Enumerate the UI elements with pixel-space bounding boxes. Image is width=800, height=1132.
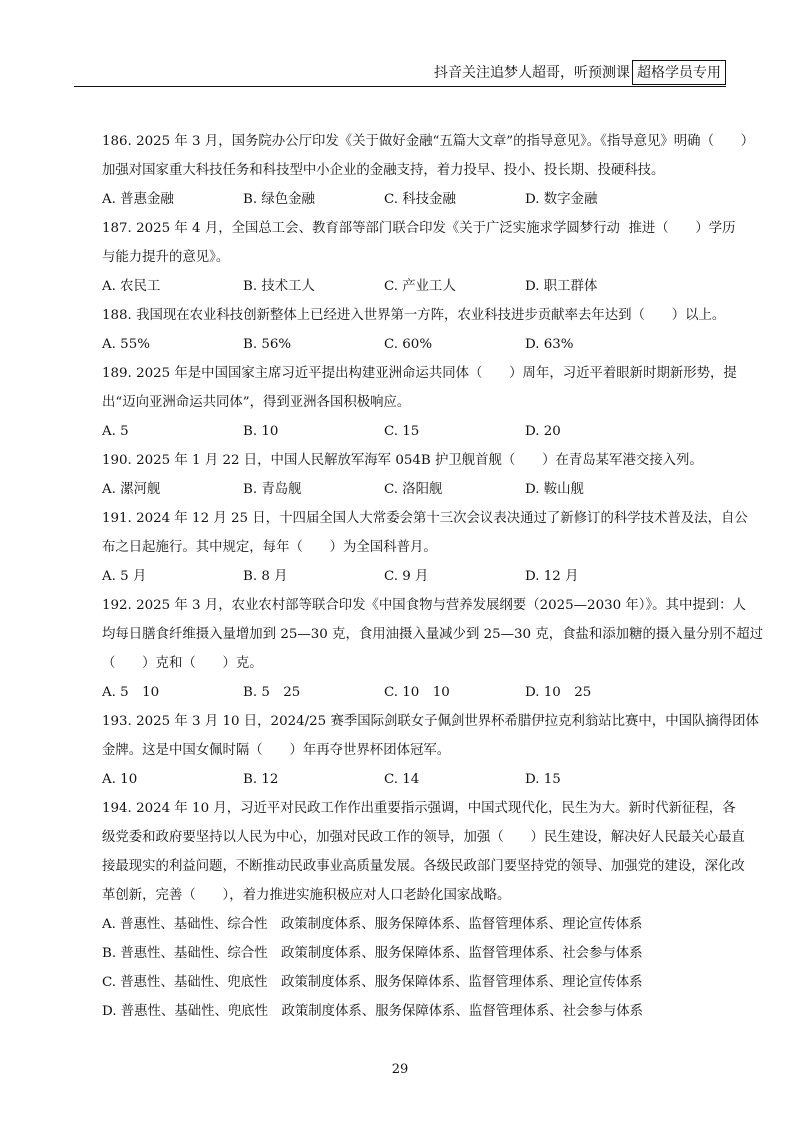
answer-option: B. 技术工人: [243, 279, 315, 294]
answer-options: [102, 678, 728, 707]
header-text: 抖音关注追梦人超哥，听预测课: [434, 65, 630, 81]
answer-option: D. 63%: [525, 337, 574, 352]
answer-option: A. 10: [102, 772, 138, 787]
header-divider: [74, 86, 726, 87]
answer-option: D. 职工群体: [525, 279, 598, 294]
question-stem-line: （ ）克和（ ）克。: [102, 656, 263, 671]
question-stem-line: 189. 2025 年是中国国家主席习近平提出构建亚洲命运共同体（ ）周年，习近平着眼新时期新形势，提: [102, 366, 737, 381]
answer-option: C. 15: [384, 424, 420, 439]
header-boxed-label: 超格学员专用: [632, 60, 726, 85]
answer-option: D. 鞍山舰: [525, 482, 584, 497]
question-stem-line: 188. 我国现在农业科技创新整体上已经进入世界第一方阵，农业科技进步贡献率去年达到（ ）以上。: [102, 308, 726, 323]
answer-option: C. 14: [384, 772, 420, 787]
question-stem-line: 186. 2025 年 3 月，国务院办公厅印发《关于做好金融“五篇大文章”的指导意见》。《指导意见》明确（ ）: [102, 134, 755, 149]
question-stem-line: 金牌。这是中国女佩时隔（ ）年再夺世界杯团体冠军。: [102, 743, 451, 758]
question-list: [102, 127, 763, 1026]
question-stem-line: 193. 2025 年 3 月 10 日，2024/25 赛季国际剑联女子佩剑世界杯希腊伊拉克利翁站比赛中，中国队摘得团体: [102, 714, 759, 729]
answer-option: A. 普惠金融: [102, 192, 174, 207]
question-stem-line: 级党委和政府要坚持以人民为中心，加强对民政工作的领导，加强（ ）民生建设，解决好人民最关心最直: [102, 830, 745, 845]
answer-option: D. 10 25: [525, 685, 592, 700]
answer-option: A. 5 10: [102, 685, 160, 700]
answer-option: A. 漯河舰: [102, 482, 161, 497]
answer-option: C. 洛阳舰: [384, 482, 443, 497]
question-stem-line: 布之日起施行。其中规定，每年（ ）为全国科普月。: [102, 540, 437, 555]
answer-option: D. 15: [525, 772, 561, 787]
answer-options: [102, 475, 728, 504]
answer-option: A. 5 月: [102, 569, 147, 584]
question-stem-line: 接最现实的利益问题，不断推动民政事业高质量发展。各级民政部门要坚持党的领导、加强党的建设，深化改: [102, 859, 745, 874]
answer-option: B. 普惠性、基础性、综合性 政策制度体系、服务保障体系、监督管理体系、社会参与体系: [102, 946, 643, 961]
answer-option: B. 8 月: [243, 569, 288, 584]
answer-option: B. 10: [243, 424, 279, 439]
question-item: [102, 794, 745, 1026]
question-item: [102, 214, 736, 301]
question-stem-line: 均每日膳食纤维摄入量增加到 25—30 克，食用油摄入量减少到 25—30 克，食盐和添加糖的摄入量分别不超过: [102, 627, 763, 642]
answer-option: D. 20: [525, 424, 561, 439]
answer-option: C. 10 10: [384, 685, 450, 700]
question-item: [102, 127, 755, 214]
question-stem-line: 190. 2025 年 1 月 22 日，中国人民解放军海军 054B 护卫舰首舰（ ）在青岛某军港交接入列。: [102, 453, 703, 468]
answer-option: C. 60%: [384, 337, 433, 352]
question-stem-line: 革创新，完善（ ），着力推进实施积极应对人口老龄化国家战略。: [102, 888, 511, 903]
answer-option: C. 产业工人: [384, 279, 456, 294]
question-stem-line: 187. 2025 年 4 月，全国总工会、教育部等部门联合印发《关于广泛实施求学圆梦行动 推进（ ）学历: [102, 221, 736, 236]
question-stem-line: 191. 2024 年 12 月 25 日，十四届全国人大常委会第十三次会议表决通过了新修订的科学技术普及法，自公: [102, 511, 748, 526]
question-item: [102, 504, 748, 591]
answer-options: [102, 910, 728, 1026]
answer-options: [102, 330, 728, 359]
answer-option: A. 55%: [102, 337, 150, 352]
question-item: [102, 301, 728, 359]
page-header: [74, 58, 726, 86]
answer-option: C. 普惠性、基础性、兜底性 政策制度体系、服务保障体系、监督管理体系、理论宣传体系: [102, 975, 643, 990]
answer-options: [102, 185, 728, 214]
answer-option: C. 9 月: [384, 569, 429, 584]
question-item: [102, 446, 728, 504]
answer-option: D. 12 月: [525, 569, 579, 584]
answer-option: A. 农民工: [102, 279, 161, 294]
answer-option: B. 绿色金融: [243, 192, 315, 207]
answer-options: [102, 765, 728, 794]
answer-option: D. 数字金融: [525, 192, 598, 207]
answer-option: B. 青岛舰: [243, 482, 302, 497]
question-item: [102, 359, 737, 446]
page-number: 29: [391, 1062, 409, 1077]
question-item: [102, 591, 763, 707]
answer-option: B. 5 25: [243, 685, 301, 700]
question-stem-line: 192. 2025 年 3 月，农业农村部等联合印发《中国食物与营养发展纲要（2025—2030 年）》。其中提到：人: [102, 598, 746, 613]
answer-option: D. 普惠性、基础性、兜底性 政策制度体系、服务保障体系、监督管理体系、社会参与体系: [102, 1004, 644, 1019]
answer-option: C. 科技金融: [384, 192, 456, 207]
answer-options: [102, 417, 728, 446]
question-stem-line: 出“迈向亚洲命运共同体”，得到亚洲各国积极响应。: [102, 395, 411, 410]
answer-options: [102, 562, 728, 591]
question-item: [102, 707, 759, 794]
answer-option: B. 56%: [243, 337, 292, 352]
answer-option: A. 5: [102, 424, 129, 439]
question-stem-line: 194. 2024 年 10 月，习近平对民政工作作出重要指示强调，中国式现代化，民生为大。新时代新征程，各: [102, 801, 736, 816]
answer-options: [102, 272, 728, 301]
answer-option: B. 12: [243, 772, 279, 787]
answer-option: A. 普惠性、基础性、综合性 政策制度体系、服务保障体系、监督管理体系、理论宣传体系: [102, 917, 643, 932]
question-stem-line: 与能力提升的意见》。: [102, 250, 230, 265]
question-stem-line: 加强对国家重大科技任务和科技型中小企业的金融支持，着力投早、投小、投长期、投硬科技。: [102, 163, 665, 178]
